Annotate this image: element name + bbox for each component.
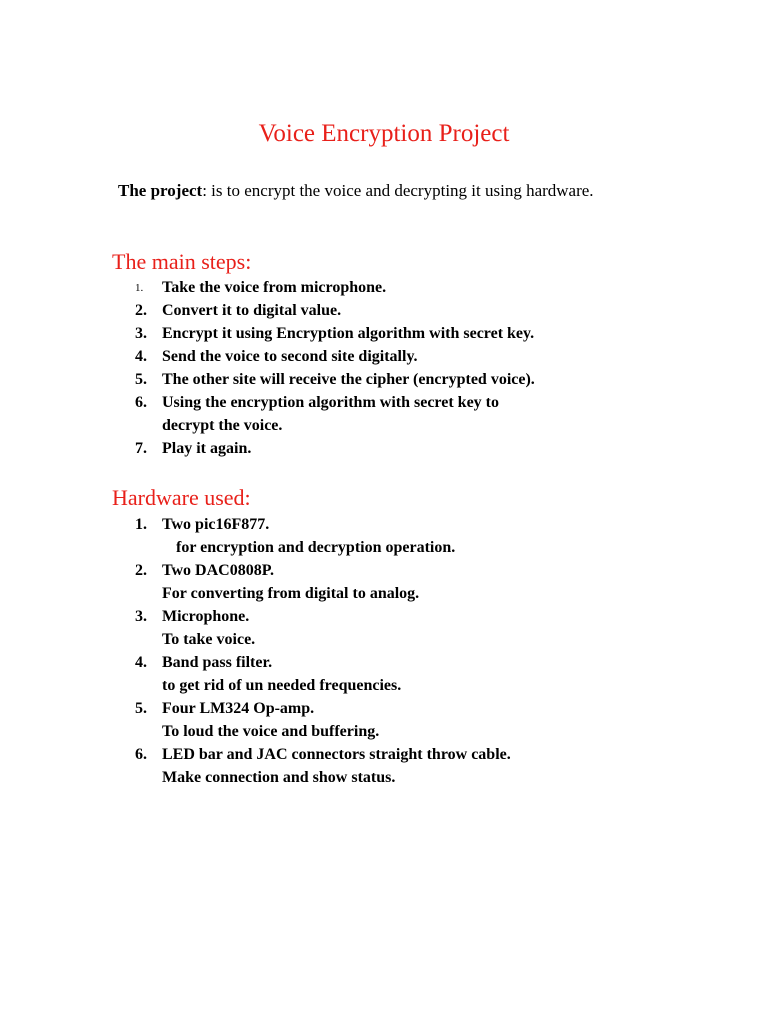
list-item-number: 4. [135, 348, 147, 365]
list-item-text: Band pass filter. [162, 654, 273, 671]
list-item-number: 3. [135, 325, 147, 342]
list-item [135, 345, 655, 368]
list-item-text: Take the voice from microphone. [162, 279, 387, 296]
list-item-text: Two pic16F877. [162, 516, 270, 533]
list-item [135, 605, 655, 651]
list-item-text: Send the voice to second site digitally. [162, 348, 418, 365]
list-item [135, 651, 655, 697]
list-item-detail: for encryption and decryption operation. [176, 539, 456, 556]
list-item-text: Using the encryption algorithm with secret key to [162, 394, 499, 411]
list-item [135, 368, 655, 391]
list-item-number: 2. [135, 562, 147, 579]
intro-paragraph [112, 179, 652, 203]
list-item-detail: To take voice. [162, 631, 256, 648]
document-title: Voice Encryption Project [258, 120, 510, 147]
list-item [135, 697, 655, 743]
list-item-text: Microphone. [162, 608, 250, 625]
list-item-number: 6. [135, 394, 147, 411]
list-item-text: The other site will receive the cipher (encrypted voice). [162, 371, 535, 388]
list-item-detail: For converting from digital to analog. [162, 585, 420, 602]
hardware-heading: Hardware used: [112, 485, 251, 510]
list-item-text: Encrypt it using Encryption algorithm with secret key. [162, 325, 535, 342]
list-item-text: Convert it to digital value. [162, 302, 342, 319]
list-item-text-continued: decrypt the voice. [162, 417, 283, 434]
list-item [135, 559, 655, 605]
hardware-list [135, 513, 655, 789]
list-item-number: 7. [135, 440, 147, 457]
list-item-text: Two DAC0808P. [162, 562, 275, 579]
list-item-number: 1. [135, 516, 147, 533]
list-item-detail: To loud the voice and buffering. [162, 723, 380, 740]
list-item-number: 3. [135, 608, 147, 625]
list-item-number: 5. [135, 700, 147, 717]
intro-text: : is to encrypt the voice and decrypting it using hardware. [202, 181, 594, 200]
list-item [135, 391, 655, 437]
list-item [135, 743, 655, 789]
steps-heading: The main steps: [112, 249, 252, 274]
list-item-detail: to get rid of un needed frequencies. [162, 677, 402, 694]
list-item-number: 6. [135, 746, 147, 763]
list-item-number: 4. [135, 654, 147, 671]
steps-list [135, 276, 655, 460]
list-item-number: 5. [135, 371, 147, 388]
list-item-detail: Make connection and show status. [162, 769, 396, 786]
list-item-text: LED bar and JAC connectors straight throw cable. [162, 746, 511, 763]
list-item-number: 2. [135, 302, 147, 319]
list-item [135, 322, 655, 345]
list-item-text: Four LM324 Op-amp. [162, 700, 315, 717]
list-item-number: 1. [135, 282, 144, 294]
list-item [135, 513, 655, 559]
list-item [135, 437, 655, 460]
intro-lead: The project [118, 181, 203, 200]
list-item-text: Play it again. [162, 440, 252, 457]
list-item [135, 276, 655, 299]
list-item [135, 299, 655, 322]
